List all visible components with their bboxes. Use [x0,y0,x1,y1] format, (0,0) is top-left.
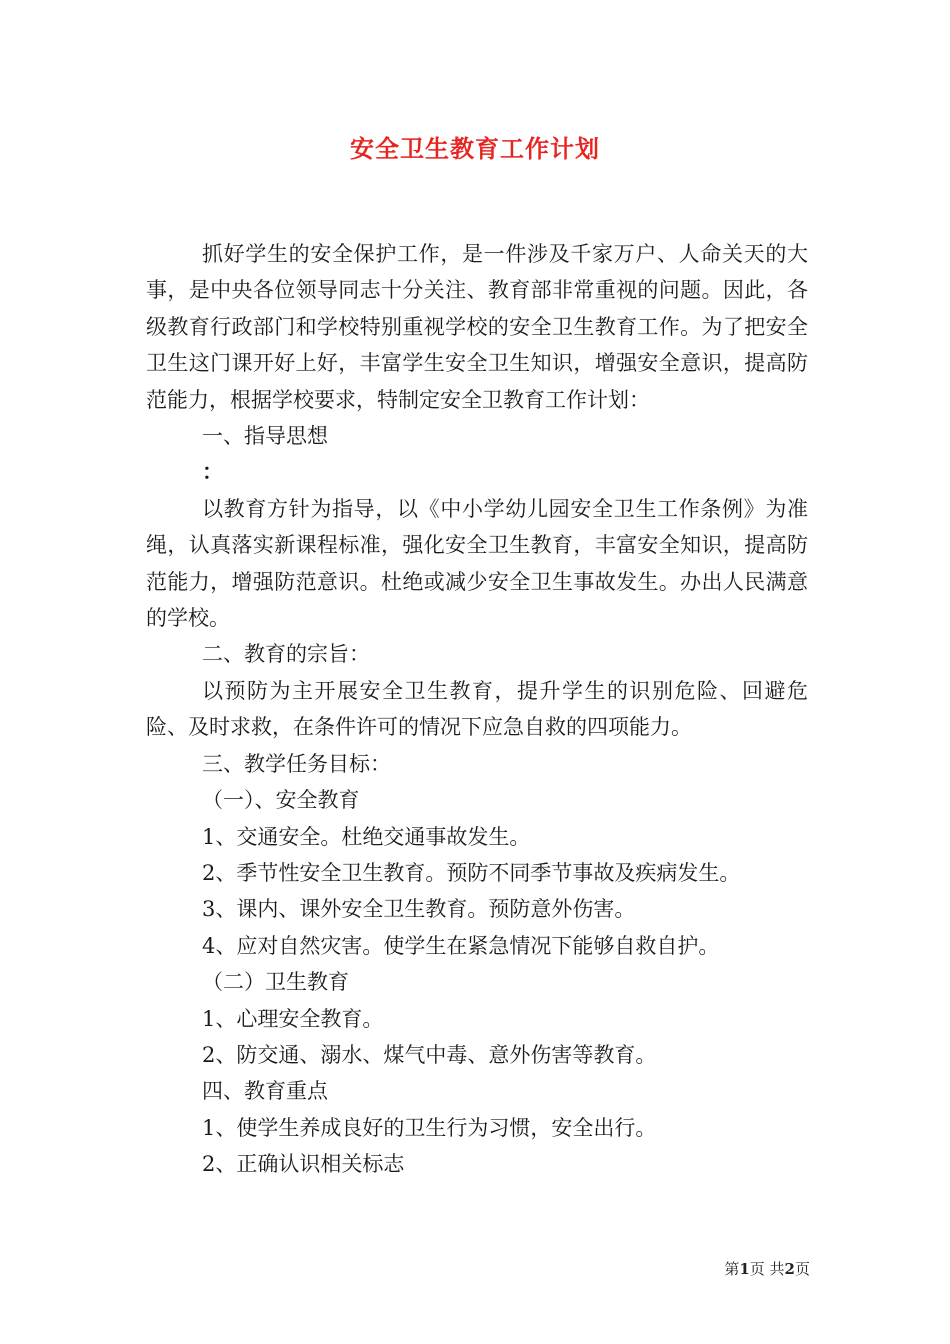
purpose-paragraph: 以预防为主开展安全卫生教育，提升学生的识别危险、回避危险、及时求救，在条件许可的情况下应急自救的四项能力。 [146,678,808,740]
page-footer [724,1258,810,1280]
list-item: 1、交通安全。杜绝交通事故发生。 [202,824,531,849]
list-item: 1、使学生养成良好的卫生行为习惯，安全出行。 [202,1115,657,1140]
section-heading-focus: 四、教育重点 [202,1079,328,1104]
list-item: 2、防交通、溺水、煤气中毒、意外伤害等教育。 [202,1042,657,1067]
footer-middle: 页 共 [749,1260,785,1278]
list-item: 2、季节性安全卫生教育。预防不同季节事故及疾病发生。 [202,860,741,885]
section-heading-guiding-thought: 一、指导思想 [202,424,328,449]
footer-prefix: 第 [724,1260,740,1278]
list-item: 3、课内、课外安全卫生教育。预防意外伤害。 [202,897,636,922]
list-item: 4、应对自然灾害。使学生在紧急情况下能够自救自护。 [202,933,720,958]
list-item: 2、正确认识相关标志 [202,1152,405,1177]
subsection-heading-safety: （一）、安全教育 [202,788,360,813]
document-body [146,236,808,1183]
subsection-heading-hygiene: （二）卫生教育 [202,970,349,995]
intro-paragraph: 抓好学生的安全保护工作，是一件涉及千家万户、人命关天的大事，是中央各位领导同志十分关注、教育部非常重视的问题。因此，各级教育行政部门和学校特别重视学校的安全卫生教育工作。为了把安全卫生这门课开好上好，丰富学生安全卫生知识，增强安全意识，提高防范能力，根据学校要求，特制定安全卫教育工作计划： [146,242,808,412]
list-item: 1、心理安全教育。 [202,1006,384,1031]
footer-suffix: 页 [794,1260,810,1278]
section-heading-task-goals: 三、教学任务目标： [202,751,391,776]
section-heading-purpose: 二、教育的宗旨： [202,642,370,667]
guiding-thought-paragraph: 以教育方针为指导，以《中小学幼儿园安全卫生工作条例》为准绳，认真落实新课程标准，强化安全卫生教育，丰富安全知识，提高防范能力，增强防范意识。杜绝或减少安全卫生事故发生。办出人民满意的学校。 [146,496,808,631]
document-title: 安全卫生教育工作计划 [350,134,600,163]
stray-colon: ： [202,459,223,485]
footer-current-page: 1 [739,1260,750,1278]
footer-total-pages: 2 [784,1260,795,1278]
